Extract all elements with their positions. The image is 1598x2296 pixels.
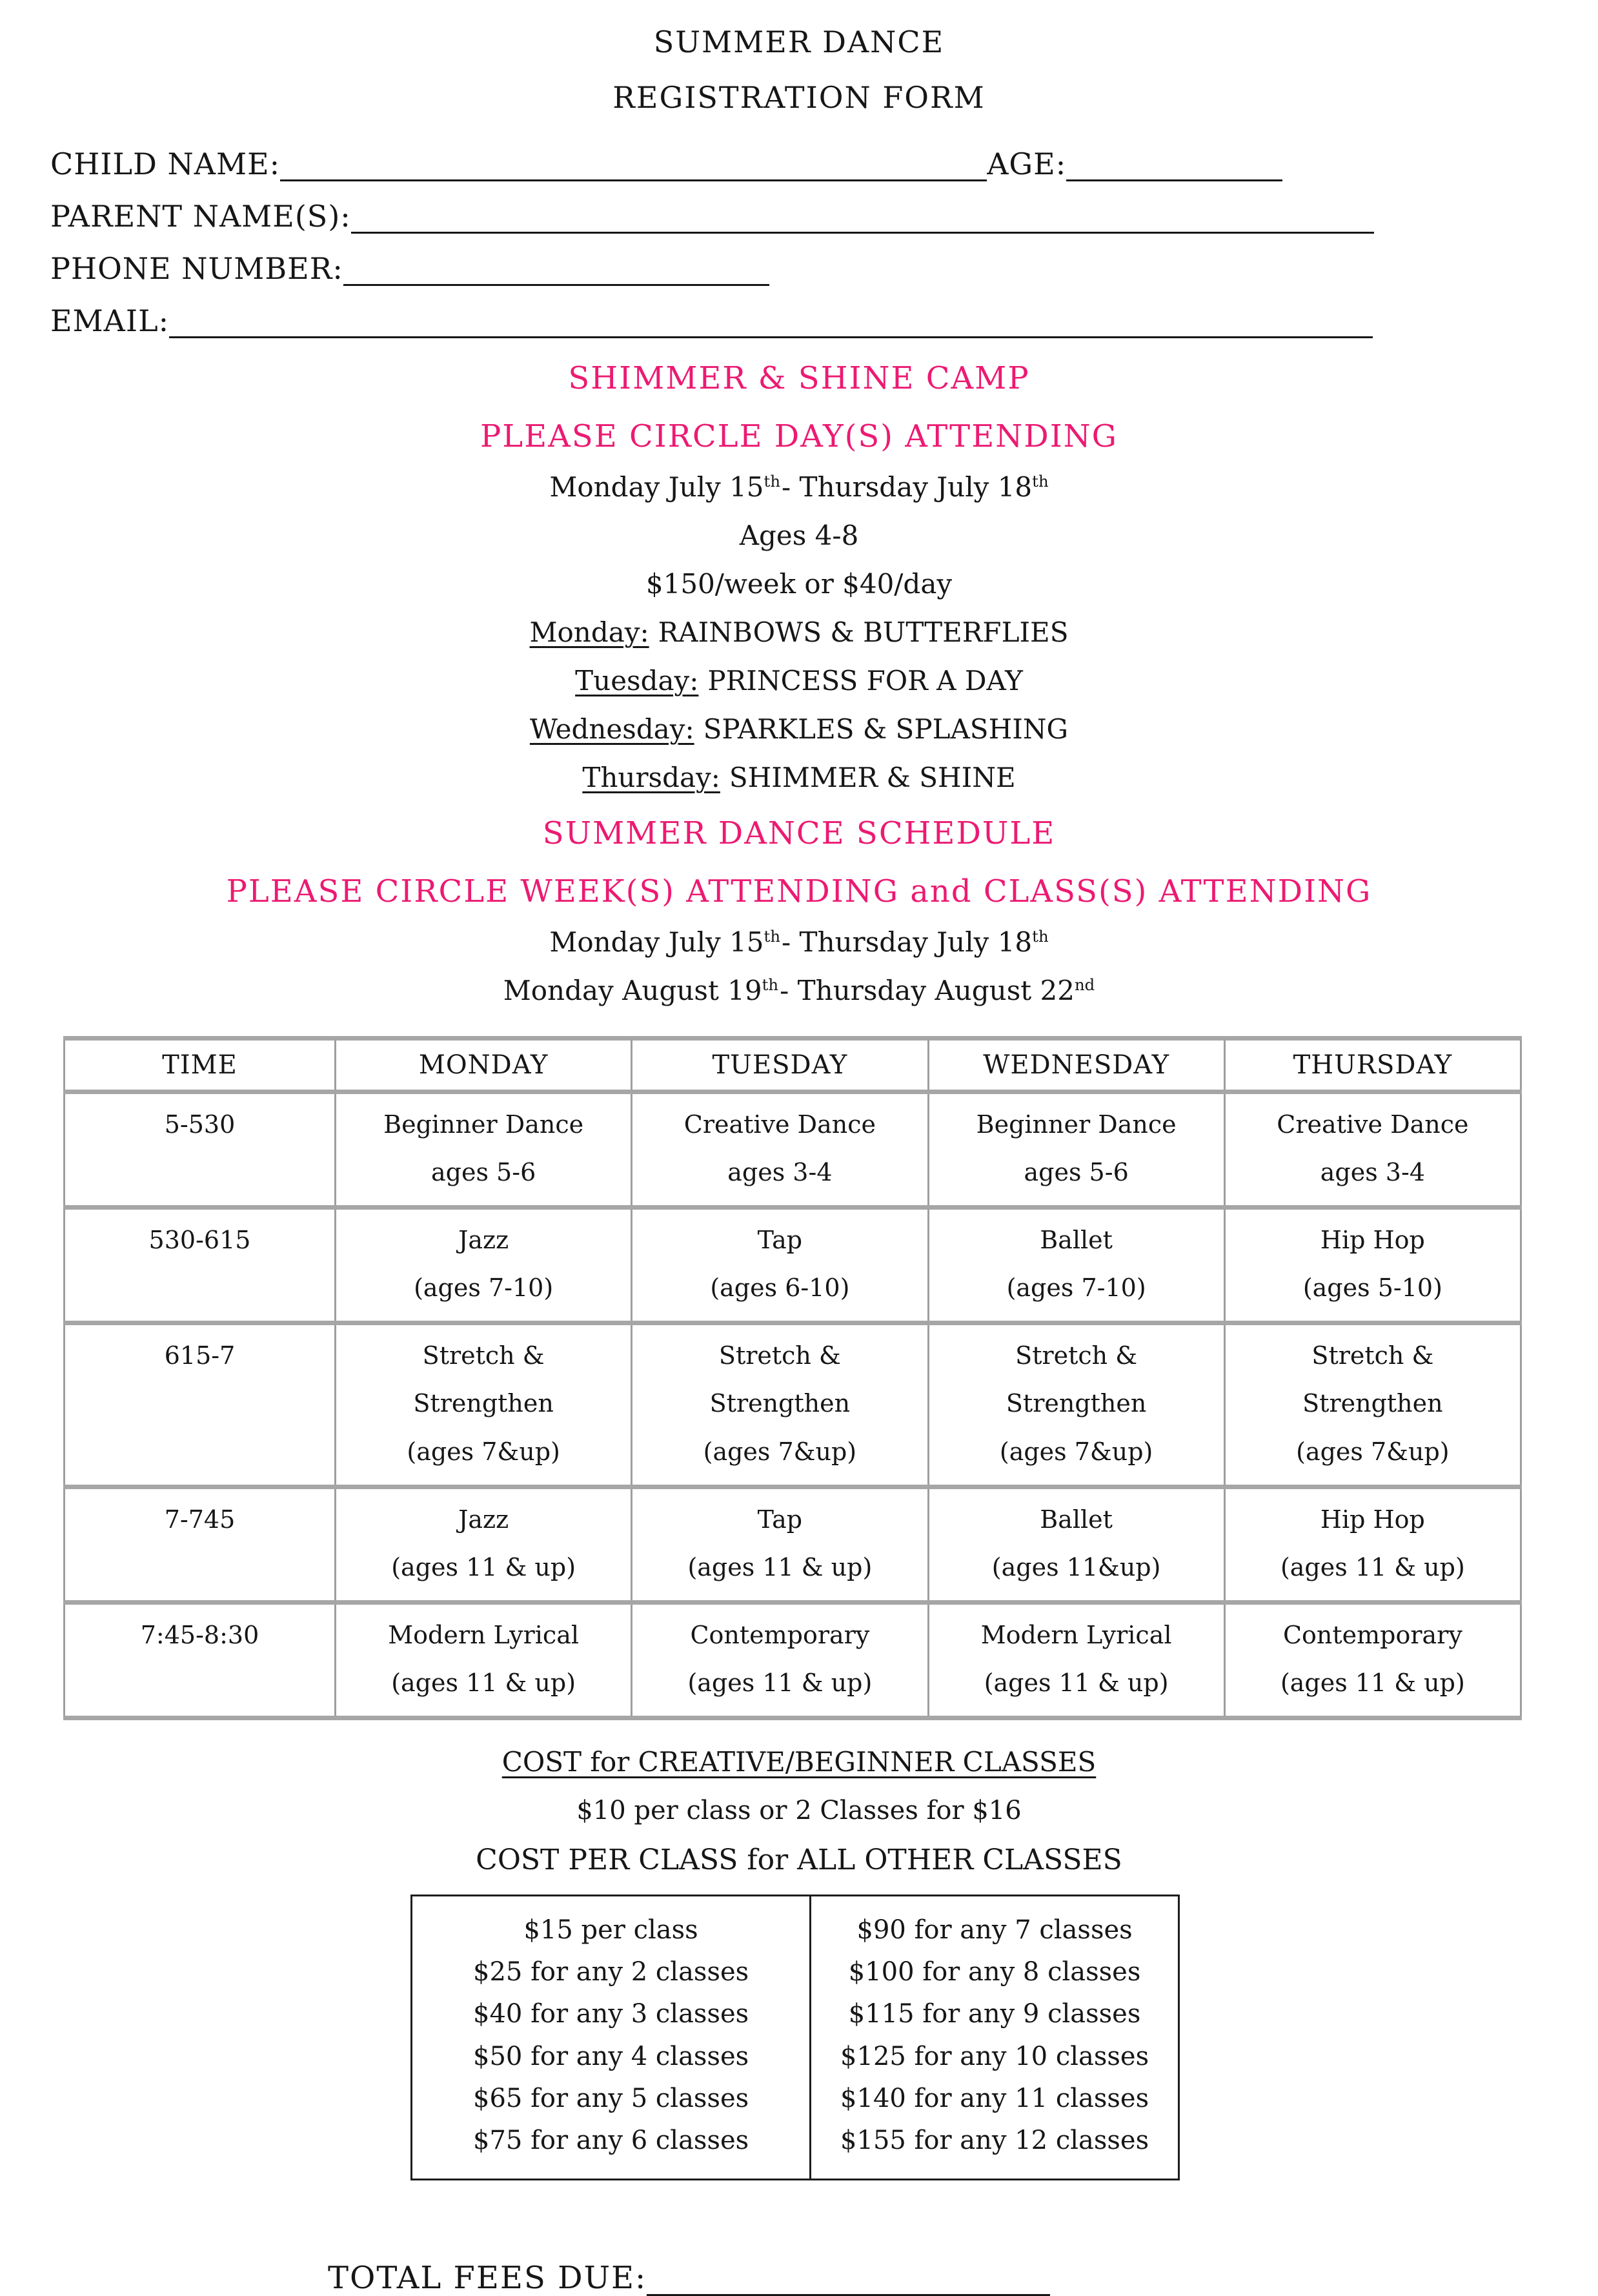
creative-cost-title [0, 1746, 1598, 1778]
class-ages: ages 3-4 [727, 1158, 833, 1187]
camp-day-monday [0, 616, 1598, 648]
schedule-cell [336, 1487, 632, 1602]
week1-start: Monday July 15 [549, 926, 764, 958]
class-name: Beginner Dance [976, 1110, 1177, 1139]
class-ages: (ages 7-10) [1006, 1274, 1146, 1303]
total-fees-row [328, 2258, 1598, 2296]
class-ages: (ages 7&up) [703, 1437, 857, 1466]
class-name: Jazz [458, 1505, 509, 1534]
class-name: Contemporary [690, 1620, 870, 1649]
email-label: EMAIL: [50, 303, 170, 338]
column-header-wednesday: WEDNESDAY [928, 1039, 1224, 1092]
schedule-week2-dates [0, 975, 1598, 1006]
class-ages: (ages 7&up) [407, 1437, 560, 1466]
week2-start: Monday August 19 [503, 975, 762, 1006]
child-name-row [50, 143, 1598, 181]
class-ages: (ages 11 & up) [1280, 1668, 1465, 1697]
cost-item: $25 for any 2 classes [473, 1957, 749, 1987]
schedule-cell [928, 1487, 1224, 1602]
cost-item: $90 for any 7 classes [856, 1915, 1133, 1946]
camp-title: SHIMMER & SHINE CAMP [568, 360, 1030, 396]
cost-item: $75 for any 6 classes [473, 2125, 749, 2155]
cost-table [410, 1895, 1180, 2180]
cost-item: $65 for any 5 classes [473, 2083, 749, 2113]
cost-column-right [809, 1896, 1178, 2179]
phone-field[interactable] [343, 248, 769, 286]
class-name: Tap [757, 1505, 803, 1534]
class-name: Strengthen [1302, 1389, 1443, 1418]
class-name: Stretch & [718, 1341, 841, 1370]
schedule-circle-instruction: PLEASE CIRCLE WEEK(S) ATTENDING and CLASS(S) ATTENDING [226, 873, 1372, 909]
class-name: Ballet [1040, 1226, 1113, 1255]
camp-day-tuesday-theme: PRINCESS FOR A DAY [707, 665, 1023, 696]
camp-price: $150/week or $40/day [645, 568, 953, 600]
class-name: Hip Hop [1320, 1505, 1425, 1534]
column-header-thursday: THURSDAY [1224, 1039, 1521, 1092]
week1-end-ordinal: th [1032, 927, 1049, 946]
camp-dates-end: - Thursday July 18 [782, 471, 1033, 503]
table-row [65, 1602, 1521, 1718]
phone-row [50, 248, 1598, 286]
class-name: Creative Dance [683, 1110, 876, 1139]
week1-start-ordinal: th [764, 927, 781, 946]
class-name: Beginner Dance [383, 1110, 584, 1139]
cost-column-left [412, 1896, 809, 2179]
schedule-cell [632, 1092, 928, 1208]
column-header-monday: MONDAY [336, 1039, 632, 1092]
other-cost-title: COST PER CLASS for ALL OTHER CLASSES [476, 1844, 1122, 1877]
class-name: Jazz [458, 1226, 509, 1255]
cost-item: $15 per class [523, 1915, 698, 1946]
class-name: Stretch & [1311, 1341, 1434, 1370]
age-label: AGE: [987, 147, 1067, 181]
class-ages: (ages 7-10) [414, 1274, 554, 1303]
cost-item: $115 for any 9 classes [848, 1999, 1141, 2029]
schedule-cell [632, 1323, 928, 1487]
creative-cost-title-text: COST for CREATIVE/BEGINNER CLASSES [501, 1746, 1097, 1778]
class-name: Tap [757, 1226, 803, 1255]
time-cell: 530-615 [65, 1208, 336, 1323]
schedule-cell [336, 1323, 632, 1487]
total-fees-label: TOTAL FEES DUE: [328, 2260, 647, 2296]
cost-item: $40 for any 3 classes [473, 1999, 749, 2029]
cost-item: $125 for any 10 classes [840, 2041, 1149, 2071]
camp-day-thursday-label: Thursday: [582, 762, 720, 793]
class-ages: (ages 11 & up) [687, 1668, 873, 1697]
creative-cost-price: $10 per class or 2 Classes for $16 [576, 1796, 1022, 1826]
week2-start-ordinal: th [762, 975, 779, 994]
table-row [65, 1487, 1521, 1602]
week1-end: - Thursday July 18 [782, 926, 1033, 958]
camp-day-thursday-theme: SHIMMER & SHINE [729, 762, 1016, 793]
class-name: Contemporary [1282, 1620, 1462, 1649]
schedule-cell [632, 1208, 928, 1323]
camp-day-tuesday-label: Tuesday: [575, 665, 699, 696]
week2-end: - Thursday August 22 [780, 975, 1075, 1006]
class-name: Modern Lyrical [388, 1620, 579, 1649]
camp-day-thursday [0, 762, 1598, 793]
table-row [65, 1092, 1521, 1208]
total-fees-field[interactable] [647, 2258, 1050, 2296]
schedule-table [63, 1036, 1522, 1720]
cost-item: $140 for any 11 classes [840, 2083, 1149, 2113]
class-name: Creative Dance [1277, 1110, 1469, 1139]
class-ages: (ages 5-10) [1302, 1274, 1442, 1303]
class-ages: ages 3-4 [1320, 1158, 1425, 1187]
class-ages: (ages 11&up) [991, 1552, 1161, 1581]
time-cell: 5-530 [65, 1092, 336, 1208]
schedule-cell [928, 1092, 1224, 1208]
age-field[interactable] [1066, 143, 1282, 181]
schedule-cell [1224, 1208, 1521, 1323]
time-cell: 7:45-8:30 [65, 1602, 336, 1718]
schedule-cell [336, 1602, 632, 1718]
email-field[interactable] [169, 300, 1373, 338]
schedule-header-row [65, 1039, 1521, 1092]
class-name: Stretch & [1015, 1341, 1138, 1370]
cost-item: $155 for any 12 classes [840, 2125, 1149, 2155]
camp-day-wednesday-theme: SPARKLES & SPLASHING [703, 713, 1069, 745]
schedule-cell [336, 1208, 632, 1323]
camp-dates-start: Monday July 15 [549, 471, 764, 503]
camp-day-monday-label: Monday: [529, 616, 649, 648]
schedule-cell [632, 1487, 928, 1602]
email-row [50, 300, 1598, 338]
schedule-cell [928, 1602, 1224, 1718]
class-name: Strengthen [709, 1389, 851, 1418]
camp-day-tuesday [0, 665, 1598, 696]
phone-label: PHONE NUMBER: [50, 251, 343, 286]
camp-day-monday-theme: RAINBOWS & BUTTERFLIES [658, 616, 1069, 648]
camp-ages: Ages 4-8 [739, 520, 859, 551]
parent-name-row [50, 196, 1598, 234]
class-ages: (ages 7&up) [1296, 1437, 1450, 1466]
camp-dates [0, 471, 1598, 503]
class-name: Modern Lyrical [980, 1620, 1172, 1649]
class-name: Strengthen [413, 1389, 554, 1418]
class-ages: (ages 11 & up) [391, 1552, 576, 1581]
schedule-cell [1224, 1602, 1521, 1718]
table-row [65, 1208, 1521, 1323]
parent-name-field[interactable] [351, 196, 1374, 234]
child-name-field[interactable] [280, 143, 987, 181]
class-ages: (ages 11 & up) [984, 1668, 1169, 1697]
week2-end-ordinal: nd [1074, 975, 1095, 994]
cost-item: $100 for any 8 classes [848, 1957, 1141, 1987]
schedule-cell [1224, 1487, 1521, 1602]
parent-name-label: PARENT NAME(S): [50, 199, 351, 234]
column-header-time: TIME [65, 1039, 336, 1092]
class-ages: (ages 11 & up) [687, 1552, 873, 1581]
class-ages: (ages 11 & up) [391, 1668, 576, 1697]
time-cell: 7-745 [65, 1487, 336, 1602]
schedule-cell [336, 1092, 632, 1208]
table-row [65, 1323, 1521, 1487]
schedule-title: SUMMER DANCE SCHEDULE [542, 815, 1056, 851]
child-name-label: CHILD NAME: [50, 147, 281, 181]
class-name: Ballet [1040, 1505, 1113, 1534]
time-cell: 615-7 [65, 1323, 336, 1487]
class-ages: ages 5-6 [1024, 1158, 1129, 1187]
schedule-cell [1224, 1323, 1521, 1487]
class-ages: (ages 11 & up) [1280, 1552, 1465, 1581]
page-subtitle: REGISTRATION FORM [612, 80, 986, 115]
schedule-cell [928, 1323, 1224, 1487]
camp-dates-end-ordinal: th [1032, 472, 1049, 491]
class-name: Strengthen [1006, 1389, 1147, 1418]
class-name: Hip Hop [1320, 1226, 1425, 1255]
class-name: Stretch & [422, 1341, 545, 1370]
page-title: SUMMER DANCE [653, 25, 945, 59]
schedule-week1-dates [0, 926, 1598, 958]
schedule-cell [632, 1602, 928, 1718]
cost-item: $50 for any 4 classes [473, 2041, 749, 2071]
camp-dates-start-ordinal: th [764, 472, 781, 491]
camp-day-wednesday [0, 713, 1598, 745]
schedule-cell [928, 1208, 1224, 1323]
camp-circle-instruction: PLEASE CIRCLE DAY(S) ATTENDING [480, 418, 1118, 454]
camp-day-wednesday-label: Wednesday: [529, 713, 694, 745]
schedule-cell [1224, 1092, 1521, 1208]
class-ages: (ages 7&up) [999, 1437, 1153, 1466]
column-header-tuesday: TUESDAY [632, 1039, 928, 1092]
class-ages: ages 5-6 [431, 1158, 536, 1187]
class-ages: (ages 6-10) [710, 1274, 850, 1303]
